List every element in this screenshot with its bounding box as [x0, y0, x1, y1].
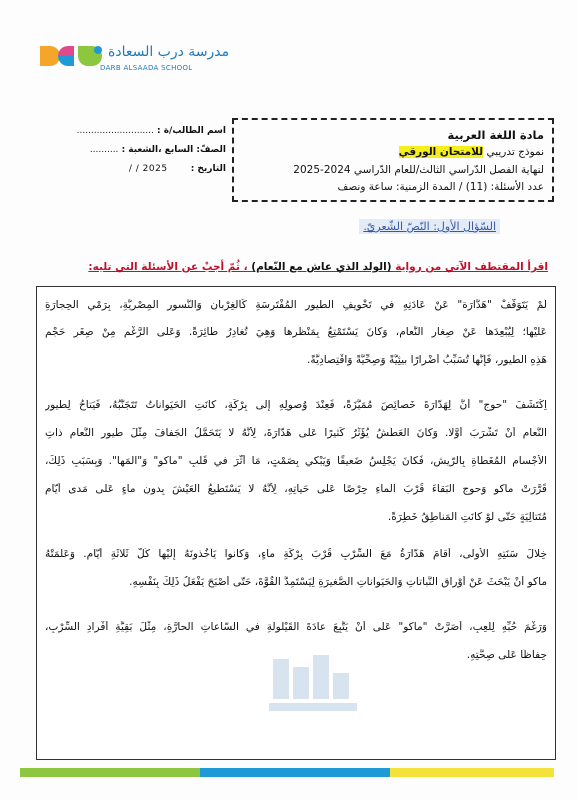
passage-box	[36, 286, 556, 760]
watermark-logo-icon	[263, 653, 363, 717]
section-heading	[300, 216, 500, 240]
passage-line: اِكْتَشَفَ "حوج" أَنَّ لِهَدّارَةَ خَصائِصَ مُمَيَّزَةً، فَعِنْدَ وُصولِهِ إِلى بِرْكَةٍ، كانَتِ الحَيَواناتُ تَتَجَنَّبُهُ، فَيَتاحُ لِطُيورِ	[45, 399, 547, 411]
section-title: السّؤال الأول: النّصّ الشّعريّ.	[359, 219, 500, 234]
student-name-row	[77, 126, 226, 136]
instruction-part3: ، ثُمّ أجبْ عن الأسئلة التي تليه:	[88, 261, 248, 273]
model-prefix: نموذج تدريبي	[486, 146, 544, 158]
model-line	[399, 146, 544, 158]
passage-line: مُتَتالِيَةٍ حَتّى لَوْ كانَتِ المَناطِقُ خَطِرَةً.	[387, 511, 547, 523]
term-line: لنهاية الفصل الدّراسي الثالث/للعام الدّراسي 2024-2025	[293, 164, 544, 176]
exam-header-box	[232, 118, 554, 202]
subject-title: مادة اللغة العربية	[447, 128, 544, 142]
passage-line: ماكو أَنْ يَبْحَثَ عَنْ أَوْراقِ النَّباتاتِ وَالحَيَواناتِ الصَّغيرَةِ لِيَسْتَمِدَّ القُوَّةَ، حَتّى أَصْبَحَ يَفْعَلُ ذَلِكَ بِنَفْسِهِ.	[129, 576, 547, 588]
exam-details: عدد الأسئلة: (11) / المدة الزمنية: ساعة ونصف	[337, 181, 544, 193]
passage-line: الأَجْسامِ المُغَطّاةِ بِالرّيشِ، فَكانَ يَجْلِسُ ضَعيفًا وَيَبْكي بِصَمْتٍ، مَا أَثَّرَ في قَلْبِ "ماكو" وَ"المَها". وَبِسَبَبِ ذَلِكَ،	[45, 455, 547, 467]
footer-bar-green	[20, 768, 200, 777]
passage-line: حِفاظًا عَلى صِحَّتِهِ.	[466, 649, 547, 661]
passage-line: قَرَّرَتْ ماكو وَحوج البَقاءَ قُرْبَ الماءِ حِرْصًا عَلى حَياتِهِ، لِأَنَّهُ لا يَسْتَطيعُ العَيْشَ بِدونِ ماءٍ عَلى مَدى أَيّامٍ	[45, 483, 547, 495]
passage-line: خِلالَ سَنَتِهِ الأولى، أَقامَ هَدّارَةُ مَعَ السِّرْبِ قُرْبَ بِرْكَةِ ماءٍ، وَكانوا يَأْخُذونَهُ إِلَيْها كُلَّ ثَلاثَةِ أَيّامٍ. وَعَلَّمَتْهُ	[45, 548, 547, 560]
date-field: / / 2025	[128, 164, 168, 174]
passage-line: عَلَيْها؛ لِيُبْعِدَها عَنْ صِغارِ النَّعامِ، وَكانَ يَسْتَمْتِعُ بِمَنْظَرِها وَهِيَ تُغادِرُ طائِرَةً. وَعَلى الرَّغْمِ مِنْ صِغَرِ حَجْمِ	[45, 326, 547, 338]
school-logo	[38, 42, 230, 78]
footer-bar-blue	[200, 768, 390, 777]
passage-line: النَّعامِ أَنْ تَشْرَبَ أَوَّلًا. وَكانَ العَطَشُ يُؤَثِّرُ كَثيرًا عَلى هَدّارَةَ، لِأَنَّهُ لا يَتَحَمَّلُ الجَفافَ مِثْلَ طُيورِ النَّعامِ ذاتِ	[45, 427, 547, 439]
passage-line: لَمْ يَتَوَقَّفْ "هَدَّارَة" عَنْ عَادَتِهِ في تَخْويفِ الطُّيورِ المُفْتَرِسَةِ كَالغِرْبانِ وَالنُّسورِ المِصْريَّةِ، بِرَمْيِ الحِجارَةِ	[45, 299, 547, 311]
school-name-english: DARB ALSAADA SCHOOL	[100, 64, 193, 72]
novel-title: (الولد الذي عاش مع النّعام)	[247, 261, 396, 273]
model-highlight: للامتحان الورقي	[398, 146, 484, 158]
instruction	[36, 261, 548, 273]
footer-color-bar	[20, 768, 554, 777]
class-label: الصفّ: السابع ،الشعبة :	[121, 145, 226, 155]
student-name-label: اسم الطالب/ة :	[157, 126, 226, 136]
class-row	[90, 145, 226, 155]
date-row	[129, 164, 226, 174]
instruction-part1: اقرأ المقتطف الآتي من رواية	[395, 261, 548, 273]
class-field: ..........	[89, 145, 119, 155]
school-name-arabic: مدرسة درب السعادة	[108, 44, 230, 60]
logo-mark-icon	[38, 42, 106, 70]
date-label: التاريخ :	[190, 164, 226, 174]
student-name-field: ...........................	[76, 126, 154, 136]
passage-line: هَذِهِ الطُّيورِ، فَإِنَّها تُسَبِّبُ أَضْرارًا بيئِيَّةً وَصِحِّيَّةً وَاقْتِصادِيَّةً.	[307, 354, 547, 366]
footer-bar-yellow	[390, 768, 554, 777]
passage-line: وَرَغْمَ حُبِّهِ لِلَّعِبِ، أَصَرَّتْ "ماكو" عَلى أَنْ يَتَّبِعَ عادَةَ القَيْلولَةِ في السّاعاتِ الحارَّةِ، مِثْلَ بَقِيَّةِ أَفْرادِ السِّرْبِ،	[45, 621, 547, 633]
